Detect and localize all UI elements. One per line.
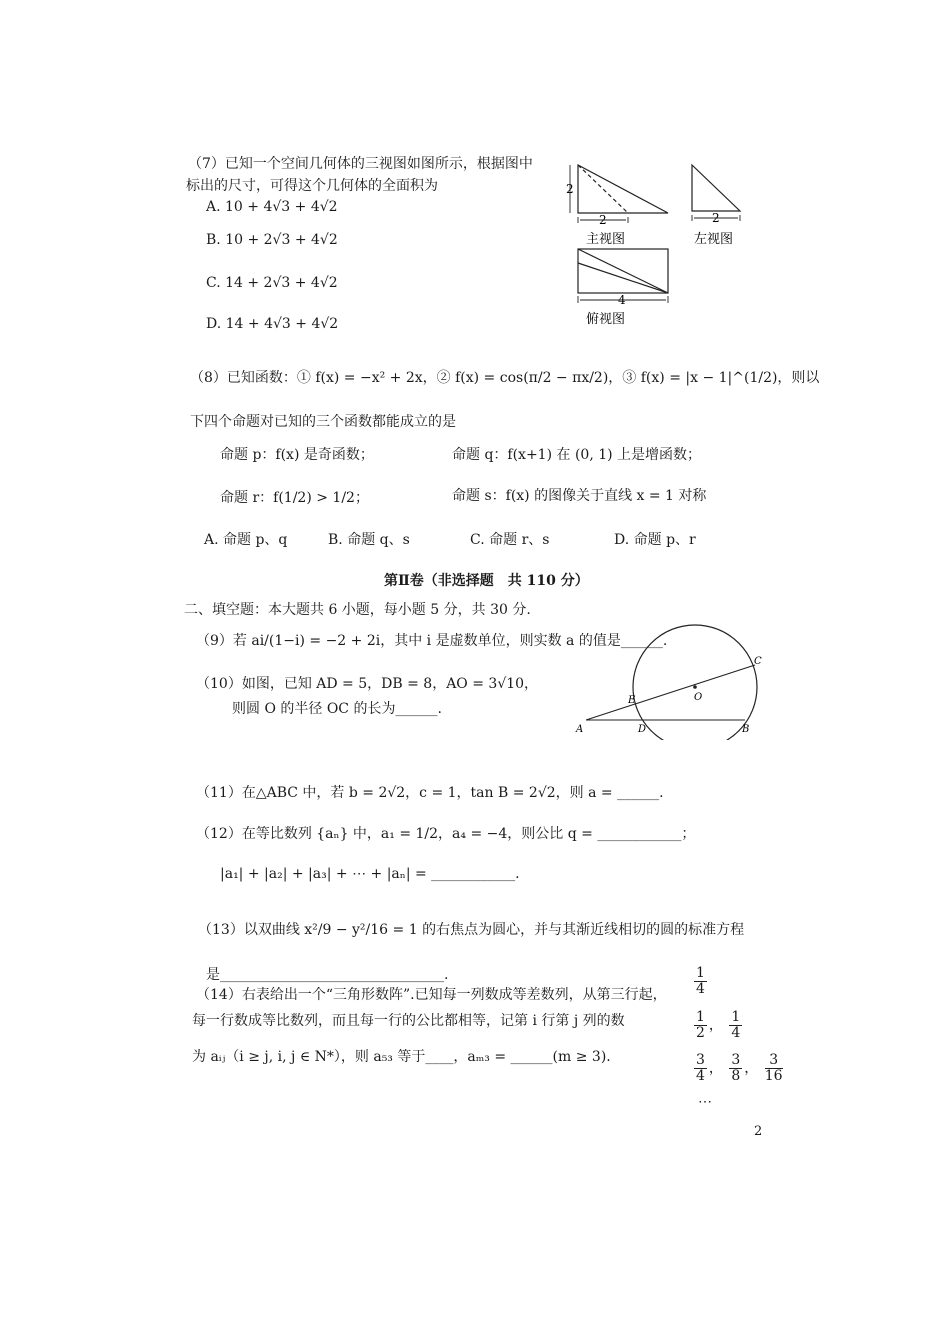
q8-stem-line1: （8）已知函数：① f(x) = −x² + 2x，② f(x) = cos(π/2 − πx/2)，③ f(x) = |x − 1|^(1/2)，则以 bbox=[190, 370, 820, 386]
q8-option-a: A. 命题 p、q bbox=[204, 532, 288, 548]
q13-line1: （13）以双曲线 x²/9 − y²/16 = 1 的右焦点为圆心，并与其渐近线相切的圆的标准方程 bbox=[198, 922, 745, 938]
label-c: C bbox=[754, 656, 762, 667]
circle-figure bbox=[570, 620, 780, 740]
q10-line1: （10）如图，已知 AD = 5，DB = 8，AO = 3√10， bbox=[196, 676, 539, 692]
three-view-figure bbox=[560, 155, 760, 335]
q8-stem-line2: 下四个命题对已知的三个函数都能成立的是 bbox=[190, 414, 456, 430]
label-o: O bbox=[694, 692, 703, 703]
q7-stem-line1: （7）已知一个空间几何体的三视图如图所示，根据图中 bbox=[188, 156, 533, 172]
q7-option-d: D. 14 + 4√3 + 4√2 bbox=[206, 316, 339, 332]
array-cell-3-3: $\frac{3}{16}$ bbox=[764, 1052, 783, 1084]
left-base-dim: 2 bbox=[712, 211, 720, 225]
q13-line2: 是________________________________. bbox=[206, 967, 449, 983]
label-d: D bbox=[638, 724, 647, 735]
triangle-array-row3: $\frac{3}{4}$ ， $\frac{3}{8}$ ， $\frac{3}{16}$ bbox=[696, 1052, 783, 1084]
q14-line2: 每一行数成等比数列，而且每一行的公比都相等，记第 i 行第 j 列的数 bbox=[192, 1013, 625, 1029]
q8-prop-p: 命题 p：f(x) 是奇函数； bbox=[220, 447, 374, 463]
q8-prop-s: 命题 s：f(x) 的图像关于直线 x = 1 对称 bbox=[452, 488, 707, 504]
q14-line3: 为 aᵢⱼ（i ≥ j, i, j ∈ N*），则 a₅₃ 等于____，aₘ₃ = ______(m ≥ 3). bbox=[192, 1049, 611, 1065]
q9: （9）若 ai/(1−i) = −2 + 2i，其中 i 是虚数单位，则实数 a 的值是______. bbox=[196, 633, 668, 649]
array-cell-2-2: $\frac{1}{4}$ bbox=[731, 1009, 741, 1041]
q7-option-a: A. 10 + 4√3 + 4√2 bbox=[206, 199, 338, 215]
front-view bbox=[570, 165, 668, 223]
q14-line1: （14）右表给出一个“三角形数阵”.已知每一列数成等差数列，从第三行起， bbox=[196, 987, 667, 1003]
label-a: A bbox=[576, 724, 584, 735]
secant-ac bbox=[586, 665, 755, 720]
q12-line2: |a₁| + |a₂| + |a₃| + ⋯ + |aₙ| = ____________. bbox=[220, 866, 520, 882]
top-view-label: 俯视图 bbox=[586, 312, 626, 327]
label-b: B bbox=[742, 724, 750, 735]
array-cell-1-1: $\frac{1}{4}$ bbox=[696, 965, 705, 997]
array-cell-3-2: $\frac{3}{8}$ bbox=[731, 1052, 741, 1084]
front-view-label: 主视图 bbox=[586, 232, 626, 247]
q12-line1: （12）在等比数列 {aₙ} 中，a₁ = 1/2，a₄ = −4，则公比 q = ____________； bbox=[196, 826, 696, 842]
array-cell-3-1: $\frac{3}{4}$ bbox=[696, 1052, 705, 1084]
q8-prop-q: 命题 q：f(x+1) 在 (0, 1) 上是增函数； bbox=[452, 447, 702, 463]
page-number: 2 bbox=[754, 1124, 763, 1139]
q11: （11）在△ABC 中，若 b = 2√2，c = 1，tan B = 2√2，则 a = ______. bbox=[196, 785, 664, 801]
q8-option-d: D. 命题 p、r bbox=[614, 532, 696, 548]
q7-stem-line2: 标出的尺寸，可得这个几何体的全面积为 bbox=[186, 178, 438, 194]
part2-title: 第Ⅱ卷（非选择题 共 110 分） bbox=[384, 573, 589, 589]
q7-option-b: B. 10 + 2√3 + 4√2 bbox=[206, 232, 338, 248]
triangle-array-row1 bbox=[692, 966, 709, 997]
left-view-label: 左视图 bbox=[694, 232, 734, 247]
triangle-array-ellipsis: ⋯ bbox=[698, 1094, 712, 1110]
circle-o bbox=[633, 625, 757, 740]
center-point bbox=[693, 685, 697, 689]
q8-prop-r: 命题 r：f(1/2) > 1/2； bbox=[220, 490, 369, 506]
triangle-array-row2: $\frac{1}{2}$ ， $\frac{1}{4}$ bbox=[696, 1009, 741, 1041]
label-e: E bbox=[628, 695, 636, 706]
q7-option-c: C. 14 + 2√3 + 4√2 bbox=[206, 275, 338, 291]
array-cell-2-1: $\frac{1}{2}$ bbox=[696, 1009, 705, 1041]
front-base-dim: 2 bbox=[599, 213, 607, 227]
q8-option-c: C. 命题 r、s bbox=[470, 532, 550, 548]
front-height-dim: 2 bbox=[566, 182, 574, 196]
q10-line2: 则圆 O 的半径 OC 的长为______. bbox=[232, 701, 442, 717]
q8-option-b: B. 命题 q、s bbox=[328, 532, 410, 548]
fill-in-intro: 二、填空题：本大题共 6 小题，每小题 5 分，共 30 分. bbox=[184, 602, 531, 618]
top-base-dim: 4 bbox=[618, 293, 626, 307]
